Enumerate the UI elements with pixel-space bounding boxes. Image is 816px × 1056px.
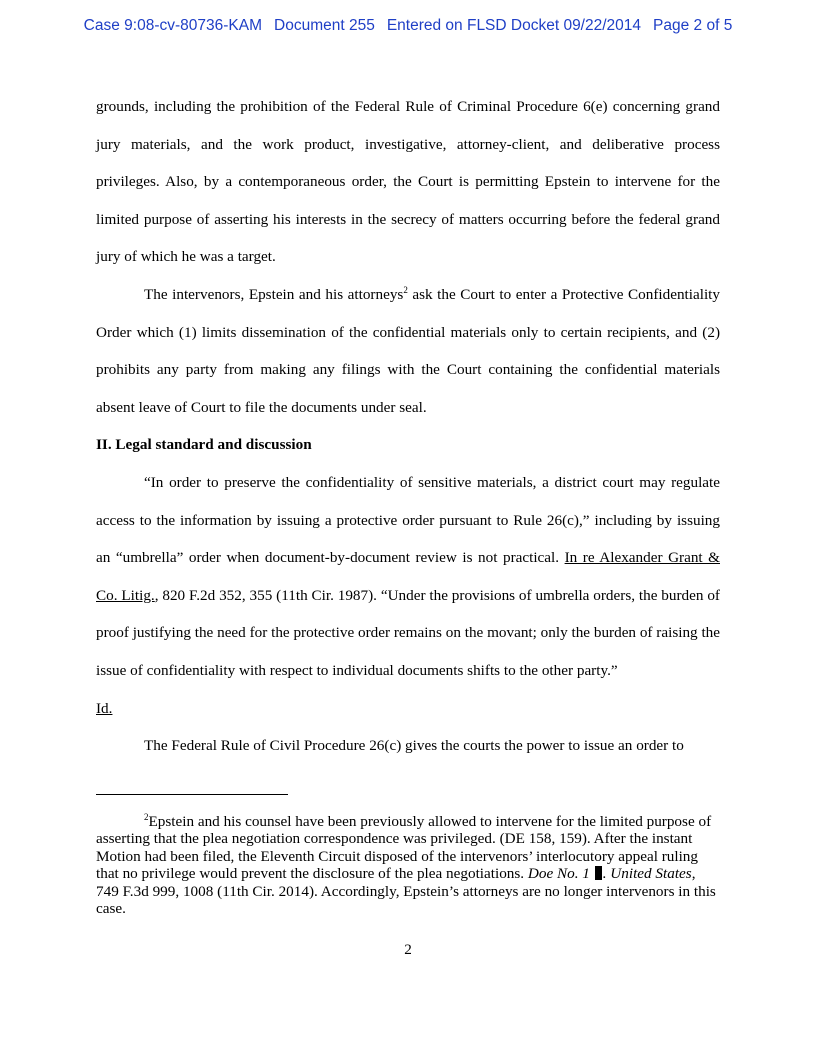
paragraph-1: grounds, including the prohibition of the Federal Rule of Criminal Procedure 6(e) concerning grand jury materials, and the work product, investigative, attorney-client, and deliberative process privileges. Also, by a contemporaneous order, the Court is permitting Epstein to intervene for the limited purpose of asserting his interests in the secrecy of matters occurring before the federal grand jury of which he was a target. [96,98,720,266]
section-heading: II. Legal standard and discussion [96,436,312,454]
id-citation: Id. [96,699,113,717]
docket-header [0,17,816,35]
redaction-mark [595,866,602,880]
paragraph-2 [96,276,720,426]
footnote-ref-2: 2 [403,284,408,295]
paragraph-3-text-a: “In order to preserve the confidentiality of sensitive materials, a district court may regulate access to the information by issuing a protective order pursuant to Rule 26(c),” including by issuing an “umbrella” order when document-by-document review is not practical. [96,473,720,567]
paragraph-2-text-a: The intervenors, Epstein and his attorneys [144,285,404,303]
document-number: Document 255 [274,17,375,34]
footnote-text-b: , 749 F.3d 999, 1008 (11th Cir. 2014). Accordingly, Epstein’s attorneys are no longer intervenors in this case. [96,865,716,918]
case-number: Case 9:08-cv-80736-KAM [83,17,263,34]
paragraph-4: The Federal Rule of Civil Procedure 26(c) gives the courts the power to issue an order to [144,737,684,755]
docket-entry: Entered on FLSD Docket 09/22/2014 [386,17,642,34]
page-indicator: Page 2 of 5 [653,17,733,34]
footnote-case-b: . United States [602,865,692,883]
paragraph-3-text-b: , 820 F.2d 352, 355 (11th Cir. 1987). “Under the provisions of umbrella orders, the burden of proof justifying the need for the protective order remains on the movant; only the burden of raising the issue of confidentiality with respect to individual documents shifts to the other party.” [96,586,720,679]
footnote-case-a: Doe No. 1 [527,865,590,883]
footnote-2 [96,813,720,917]
document-body [96,88,720,765]
footnote-number: 2 [144,811,149,822]
footnote-text-a: Epstein and his counsel have been previously allowed to intervene for the limited purpose of asserting that the plea negotiation correspondence was privileged. (DE 158, 159). After the instant Motion had been filed, the Eleventh Circuit disposed of the intervenors’ interlocutory appeal ruling that no privilege would prevent the disclosure of the plea negotiations. [96,813,712,883]
paragraph-2-text-b: ask the Court to enter a Protective Confidentiality Order which (1) limits dissemination of the confidential materials only to certain recipients, and (2) prohibits any party from making any filings with the Court containing the confidential materials absent leave of Court to file the documents under seal. [96,285,720,416]
footnote-divider [96,794,288,795]
case-citation: In re Alexander Grant & Co. Litig. [96,549,720,604]
page-number: 2 [404,941,412,958]
paragraph-3 [96,464,720,727]
